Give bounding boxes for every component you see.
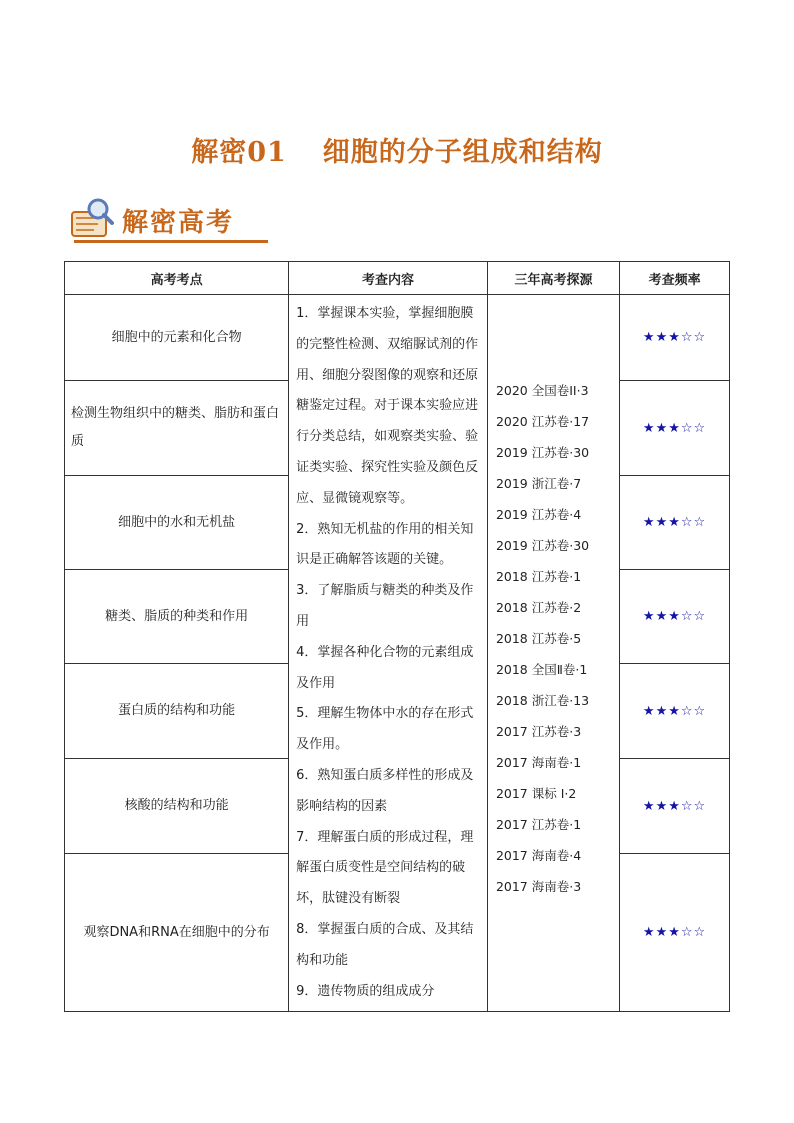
topic-cell: 观察DNA和RNA在细胞中的分布 <box>65 854 289 1012</box>
frequency-stars: ★★★☆☆ <box>620 570 730 664</box>
banner-underline <box>74 240 268 243</box>
source-item: 2017 海南卷·3 <box>495 879 582 894</box>
topic-cell: 糖类、脂质的种类和作用 <box>65 570 289 664</box>
source-item: 2018 江苏卷·5 <box>495 631 582 646</box>
topic-cell: 检测生物组织中的糖类、脂肪和蛋白质 <box>65 381 289 476</box>
source-item: 2020 全国卷II·3 <box>495 383 589 398</box>
header-topic: 高考考点 <box>65 262 289 295</box>
frequency-stars: ★★★☆☆ <box>620 476 730 570</box>
header-content: 考查内容 <box>289 262 488 295</box>
frequency-stars: ★★★☆☆ <box>620 381 730 476</box>
content-item: 7．理解蛋白质的形成过程，理解蛋白质变性是空间结构的破坏，肽键没有断裂 <box>296 829 474 907</box>
source-item: 2018 浙江卷·13 <box>495 693 590 708</box>
exam-table <box>64 261 730 1012</box>
magnifier-notebook-icon <box>68 196 118 242</box>
header-frequency: 考查频率 <box>620 262 730 295</box>
content-item: 6．熟知蛋白质多样性的形成及影响结构的因素 <box>296 767 474 814</box>
header-sources: 三年高考探源 <box>487 262 619 295</box>
sources-cell <box>487 295 619 1012</box>
content-item: 3．了解脂质与糖类的种类及作用 <box>296 583 474 629</box>
table-row <box>65 295 730 381</box>
source-item: 2017 海南卷·4 <box>495 848 582 863</box>
source-item: 2018 江苏卷·2 <box>495 600 582 615</box>
source-item: 2019 江苏卷·4 <box>495 507 582 522</box>
source-item: 2019 江苏卷·30 <box>495 538 590 553</box>
page-title <box>0 130 794 169</box>
topic-cell: 核酸的结构和功能 <box>65 759 289 854</box>
title-text: 细胞的分子组成和结构 <box>322 137 603 168</box>
source-item: 2018 全国Ⅱ卷·1 <box>495 662 588 677</box>
banner-label: 解密高考 <box>122 208 235 238</box>
content-item: 9．遗传物质的组成成分 <box>296 983 435 999</box>
source-item: 2017 江苏卷·3 <box>495 724 582 739</box>
table-header-row <box>65 262 730 295</box>
source-item: 2019 江苏卷·30 <box>495 445 590 460</box>
source-item: 2017 江苏卷·1 <box>495 817 582 832</box>
source-item: 2017 海南卷·1 <box>495 755 582 770</box>
frequency-stars: ★★★☆☆ <box>620 664 730 759</box>
content-item: 8．掌握蛋白质的合成、及其结构和功能 <box>296 921 474 968</box>
topic-cell: 细胞中的水和无机盐 <box>65 476 289 570</box>
topic-cell: 细胞中的元素和化合物 <box>65 295 289 381</box>
content-item: 5．理解生物体中水的存在形式及作用。 <box>296 706 474 753</box>
topic-cell: 蛋白质的结构和功能 <box>65 664 289 759</box>
content-item: 1．掌握课本实验，掌握细胞膜的完整性检测、双缩脲试剂的作用、细胞分裂图像的观察和还原糖鉴定过程。对于课本实验应进行分类总结，如观察类实验、验证类实验、探究性实验及颜色反应、显微镜观察等。 <box>296 306 479 506</box>
section-banner <box>68 196 268 246</box>
frequency-stars: ★★★☆☆ <box>620 295 730 381</box>
frequency-stars: ★★★☆☆ <box>620 759 730 854</box>
content-cell <box>289 295 488 1012</box>
frequency-stars: ★★★☆☆ <box>620 854 730 1012</box>
source-item: 2019 浙江卷·7 <box>495 476 582 491</box>
title-number: 解密01 <box>191 137 287 168</box>
source-item: 2017 课标 I·2 <box>495 786 577 801</box>
content-item: 2．熟知无机盐的作用的相关知识是正确解答该题的关键。 <box>296 521 474 568</box>
source-item: 2018 江苏卷·1 <box>495 569 582 584</box>
content-item: 4．掌握各种化合物的元素组成及作用 <box>296 644 474 691</box>
source-item: 2020 江苏卷·17 <box>495 414 590 429</box>
